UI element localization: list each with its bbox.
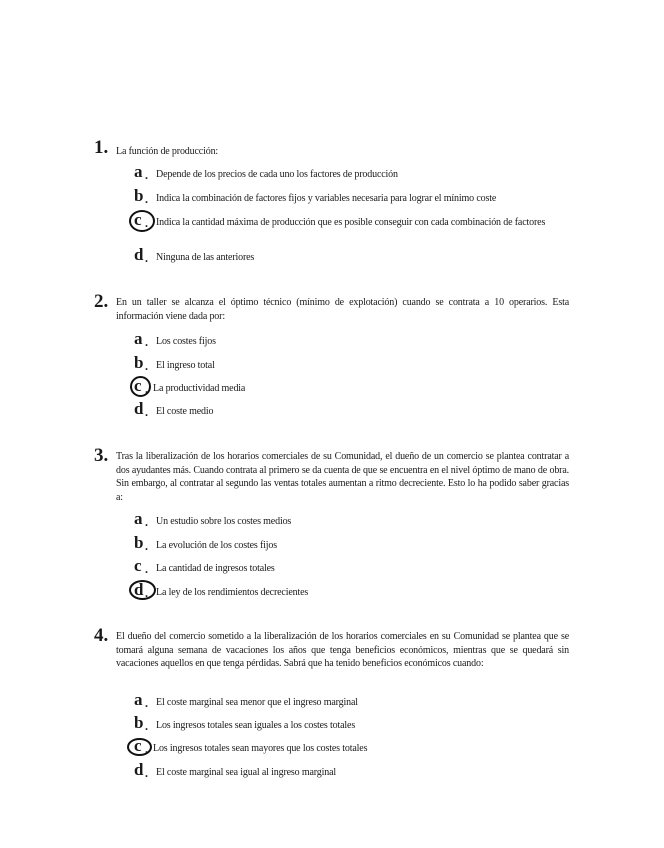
option-text: La evolución de los costes fijos bbox=[156, 540, 278, 551]
option-letter: d bbox=[134, 245, 144, 264]
option-text: El coste medio bbox=[156, 406, 214, 417]
option-letter: d bbox=[134, 760, 144, 779]
option-b[interactable] bbox=[0, 533, 664, 553]
option-dot: . bbox=[145, 405, 148, 419]
option-letter: c bbox=[134, 210, 142, 229]
option-c[interactable] bbox=[0, 736, 664, 756]
question-text: En un taller se alcanza el óptimo técnico (mínimo de explotación) cuando se contrata a 10 operarios. Esta información viene dada por: bbox=[116, 297, 569, 322]
option-text: Depende de los precios de cada uno los factores de producción bbox=[156, 169, 398, 180]
question-text: El dueño del comercio sometido a la liberalización de los horarios comerciales en su Comunidad se plantea que se tomará alguna semana de vacaciones los años que tenga beneficios económicos, mientras que se quedará sin vacaciones aquellos en que tenga pérdidas. Sabrá que ha tenido beneficios económicos cuando: bbox=[116, 631, 569, 669]
option-dot: . bbox=[145, 359, 148, 373]
option-text: La ley de los rendimientos decrecientes bbox=[156, 587, 309, 598]
option-b[interactable] bbox=[0, 713, 664, 733]
option-text: La productividad media bbox=[153, 383, 246, 394]
option-dot: . bbox=[145, 719, 148, 733]
option-c[interactable] bbox=[0, 210, 664, 230]
option-letter: a bbox=[134, 329, 143, 348]
option-dot: . bbox=[145, 696, 148, 710]
option-letter: d bbox=[134, 580, 144, 599]
option-dot: . bbox=[145, 382, 148, 396]
option-letter: c bbox=[134, 376, 142, 395]
option-text: El ingreso total bbox=[156, 360, 215, 371]
option-a[interactable] bbox=[0, 509, 664, 529]
selected-answer-circle bbox=[129, 210, 155, 232]
option-b[interactable] bbox=[0, 353, 664, 373]
option-text: Los ingresos totales sean iguales a los costes totales bbox=[156, 720, 356, 731]
option-a[interactable] bbox=[0, 162, 664, 182]
question-number: 3. bbox=[94, 445, 109, 466]
option-dot: . bbox=[145, 251, 148, 265]
option-dot: . bbox=[145, 539, 148, 553]
option-d[interactable] bbox=[0, 760, 664, 780]
option-dot: . bbox=[145, 335, 148, 349]
option-dot: . bbox=[145, 586, 148, 600]
option-d[interactable] bbox=[0, 245, 664, 265]
option-dot: . bbox=[145, 192, 148, 206]
question-number: 4. bbox=[94, 625, 109, 646]
option-text: El coste marginal sea menor que el ingreso marginal bbox=[156, 697, 358, 708]
option-letter: b bbox=[134, 713, 144, 732]
option-dot: . bbox=[145, 515, 148, 529]
option-letter: b bbox=[134, 353, 144, 372]
option-letter: a bbox=[134, 509, 143, 528]
question-text: La función de producción: bbox=[116, 146, 219, 157]
option-dot: . bbox=[145, 216, 148, 230]
option-letter: d bbox=[134, 399, 144, 418]
option-dot: . bbox=[145, 168, 148, 182]
option-b[interactable] bbox=[0, 186, 664, 206]
option-dot: . bbox=[145, 766, 148, 780]
option-text: La cantidad de ingresos totales bbox=[156, 563, 275, 574]
option-letter: a bbox=[134, 162, 143, 181]
option-dot: . bbox=[145, 742, 148, 756]
option-text: Ninguna de las anteriores bbox=[156, 252, 255, 263]
option-text: Indica la combinación de factores fijos y variables necesaria para lograr el mínimo coste bbox=[156, 193, 497, 204]
option-d[interactable] bbox=[0, 399, 664, 419]
option-text: El coste marginal sea igual al ingreso marginal bbox=[156, 767, 337, 778]
question-number: 2. bbox=[94, 291, 109, 312]
option-c[interactable] bbox=[0, 556, 664, 576]
question-text: Tras la liberalización de los horarios comerciales de su Comunidad, el dueño de un comercio se plantea contratar a dos ayudantes más. Cuando contrata al primero se da cuenta de que se encuentra en el nivel óptimo de mano de obra. Sin embargo, al contratar al segundo las ventas totales aumentan a ritmo decreciente. Esto lo ha podido saber gracias a: bbox=[116, 451, 569, 503]
option-text: Los ingresos totales sean mayores que los costes totales bbox=[153, 743, 368, 754]
option-text: Los costes fijos bbox=[156, 336, 216, 347]
option-letter: b bbox=[134, 186, 144, 205]
option-text: Un estudio sobre los costes medios bbox=[156, 516, 292, 527]
option-letter: a bbox=[134, 690, 143, 709]
option-a[interactable] bbox=[0, 690, 664, 710]
option-letter: c bbox=[134, 736, 142, 755]
option-d[interactable] bbox=[0, 580, 664, 600]
option-a[interactable] bbox=[0, 329, 664, 349]
option-letter: c bbox=[134, 556, 142, 575]
option-dot: . bbox=[145, 562, 148, 576]
question-number: 1. bbox=[94, 137, 109, 158]
option-text: Indica la cantidad máxima de producción que es posible conseguir con cada combinación de factores bbox=[156, 217, 546, 228]
option-letter: b bbox=[134, 533, 144, 552]
option-c[interactable] bbox=[0, 376, 664, 396]
